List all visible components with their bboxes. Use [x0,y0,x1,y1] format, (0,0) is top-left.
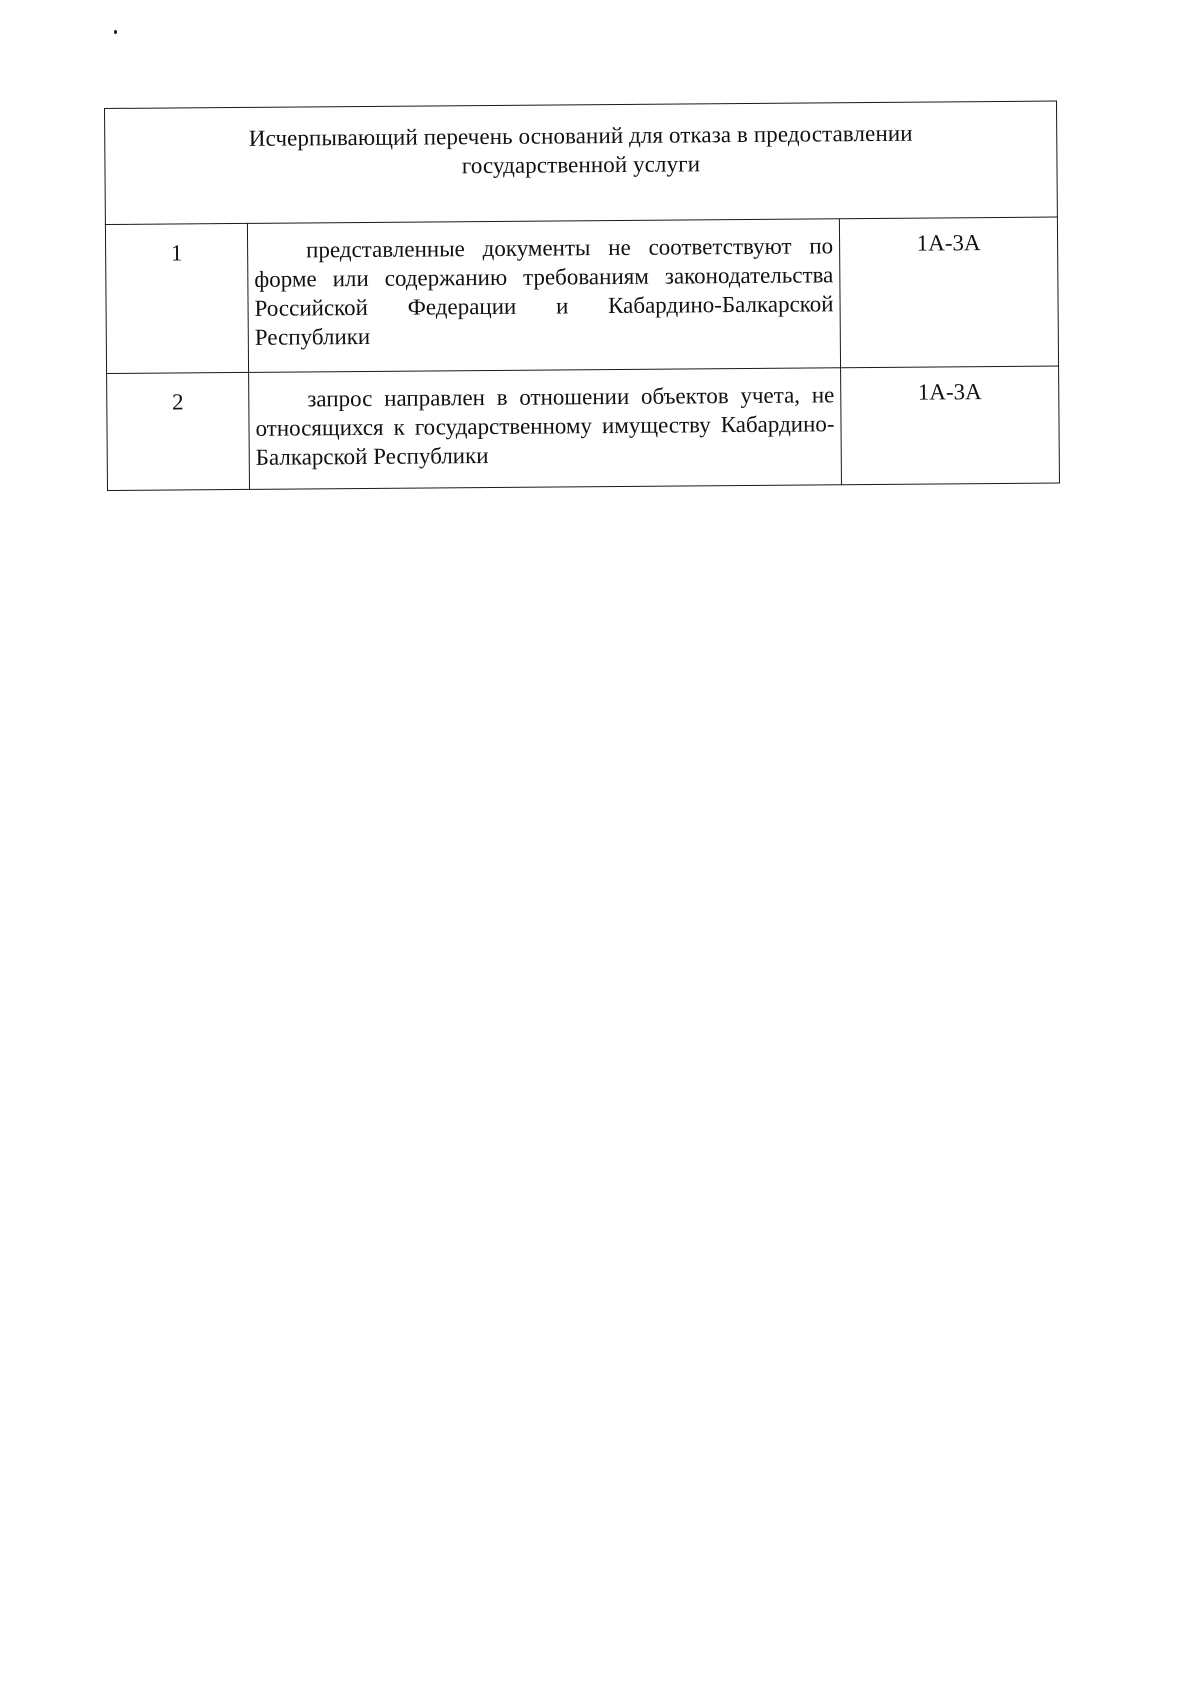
refusal-grounds-table [104,101,1060,491]
table-header-cell [105,101,1058,224]
table-row [107,366,1060,490]
row-code: 1А-3А [841,366,1060,485]
row-number: 2 [107,372,250,490]
row-text: запрос направлен в отношении объектов учета, не относящихся к государственному имуществу Кабардино-Балкарской Республики [249,368,842,490]
row-text: представленные документы не соответствуют по форме или содержанию требованиям законодательства Российской Федерации и Кабардино-Балкарской Республики [247,219,840,373]
row-code: 1А-3А [839,217,1058,368]
table-row [105,217,1058,373]
scan-speck [114,30,117,34]
table-title: Исчерпывающий перечень оснований для отказа в предоставлении государственной услуги [248,120,913,179]
table-header-row [105,101,1058,224]
row-number: 1 [105,223,248,373]
